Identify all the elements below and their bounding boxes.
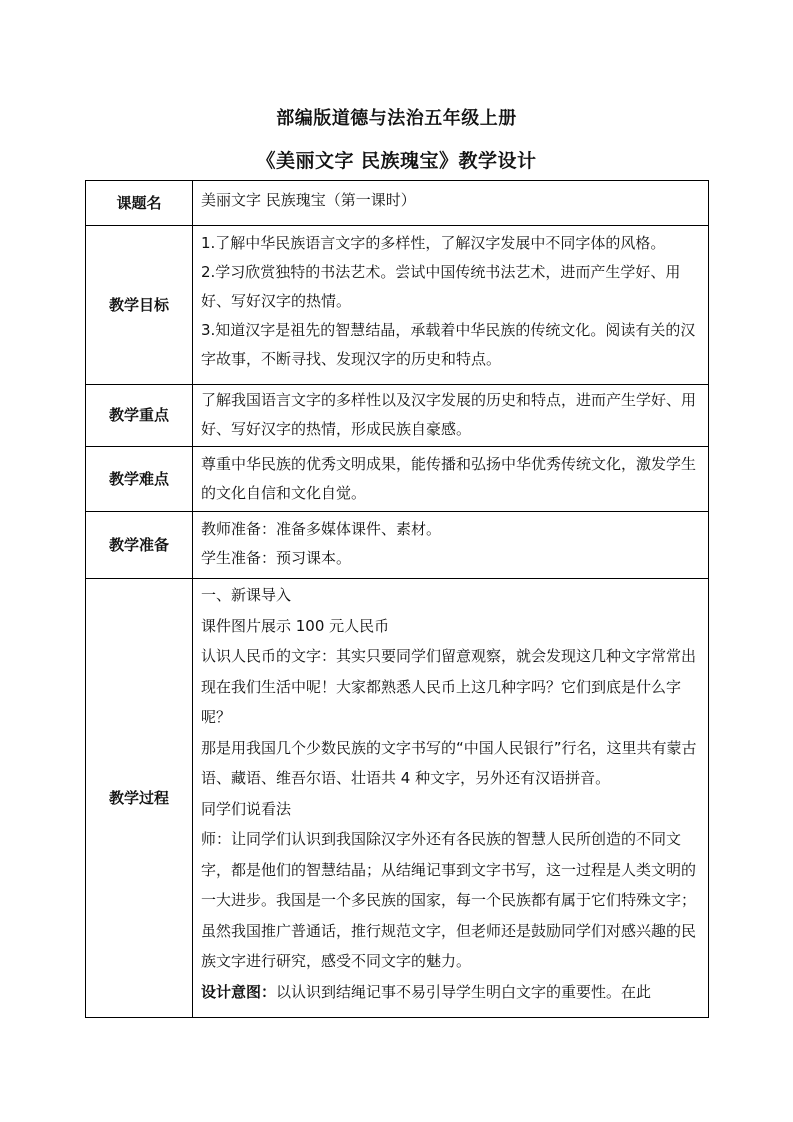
process-content — [193, 579, 709, 1018]
document-title: 部编版道德与法治五年级上册 — [276, 108, 517, 129]
design-intent-text: 以认识到结绳记事不易引导学生明白文字的重要性。在此 — [276, 982, 652, 1001]
design-intent-label: 设计意图： — [201, 982, 277, 1001]
process-paragraph: 师：让同学们认识到我国除汉字外还有各民族的智慧人民所创造的不同文字，都是他们的智慧结晶；从结绳记事到文字书写，这一过程是人类文明的一大进步。我国是一个多民族的国家，每一个民族都有属于它们特殊文字；虽然我国推广普通话，推行规范文字，但老师还是鼓励同学们对感兴趣的民族文字进行研究，感受不同文字的魅力。 — [201, 830, 697, 970]
difficulties-value: 尊重中华民族的优秀文明成果，能传播和弘扬中华优秀传统文化，激发学生的文化自信和文化自觉。 — [193, 447, 709, 512]
table-row-difficulties — [86, 447, 709, 512]
goal-item-2: 2.学习欣赏独特的书法艺术。尝试中国传统书法艺术，进而产生学好、用好、写好汉字的热情。 — [201, 263, 681, 310]
goals-label: 教学目标 — [86, 226, 193, 385]
goal-item-3: 3.知道汉字是祖先的智慧结晶，承载着中华民族的传统文化。阅读有关的汉字故事，不断寻找、发现汉字的历史和特点。 — [201, 321, 696, 368]
table-row-process — [86, 579, 709, 1018]
document-subtitle: 《美丽文字 民族瑰宝》教学设计 — [256, 150, 537, 172]
process-paragraph: 同学们说看法 — [201, 799, 292, 818]
topic-value: 美丽文字 民族瑰宝（第一课时） — [193, 181, 709, 226]
lesson-plan-table — [85, 180, 709, 1018]
student-preparation: 学生准备：预习课本。 — [201, 549, 352, 567]
table-row-goals — [86, 226, 709, 385]
table-row-preparation — [86, 512, 709, 579]
process-paragraph: 认识人民币的文字：其实只要同学们留意观察，就会发现这几种文字常常出现在我们生活中呢！大家都熟悉人民币上这几种字吗？它们到底是什么字呢？ — [201, 647, 697, 726]
process-heading: 一、新课导入 — [201, 586, 292, 604]
table-row-key-points — [86, 385, 709, 447]
goal-item-1: 1.了解中华民族语言文字的多样性，了解汉字发展中不同字体的风格。 — [201, 234, 666, 252]
difficulties-label: 教学难点 — [86, 447, 193, 512]
design-intent — [201, 977, 702, 1008]
goals-content — [193, 226, 709, 385]
topic-label: 课题名 — [86, 181, 193, 226]
preparation-content — [193, 512, 709, 579]
table-row-topic — [86, 181, 709, 226]
teacher-preparation: 教师准备：准备多媒体课件、素材。 — [201, 520, 442, 538]
process-label: 教学过程 — [86, 579, 193, 1018]
key-points-value: 了解我国语言文字的多样性以及汉字发展的历史和特点，进而产生学好、用好、写好汉字的热情，形成民族自豪感。 — [193, 385, 709, 447]
key-points-label: 教学重点 — [86, 385, 193, 447]
process-paragraph: 课件图片展示 100 元人民币 — [201, 616, 390, 635]
preparation-label: 教学准备 — [86, 512, 193, 579]
process-paragraph: 那是用我国几个少数民族的文字书写的“中国人民银行”行名，这里共有蒙古语、藏语、维吾尔语、壮语共 4 种文字，另外还有汉语拼音。 — [201, 738, 697, 787]
